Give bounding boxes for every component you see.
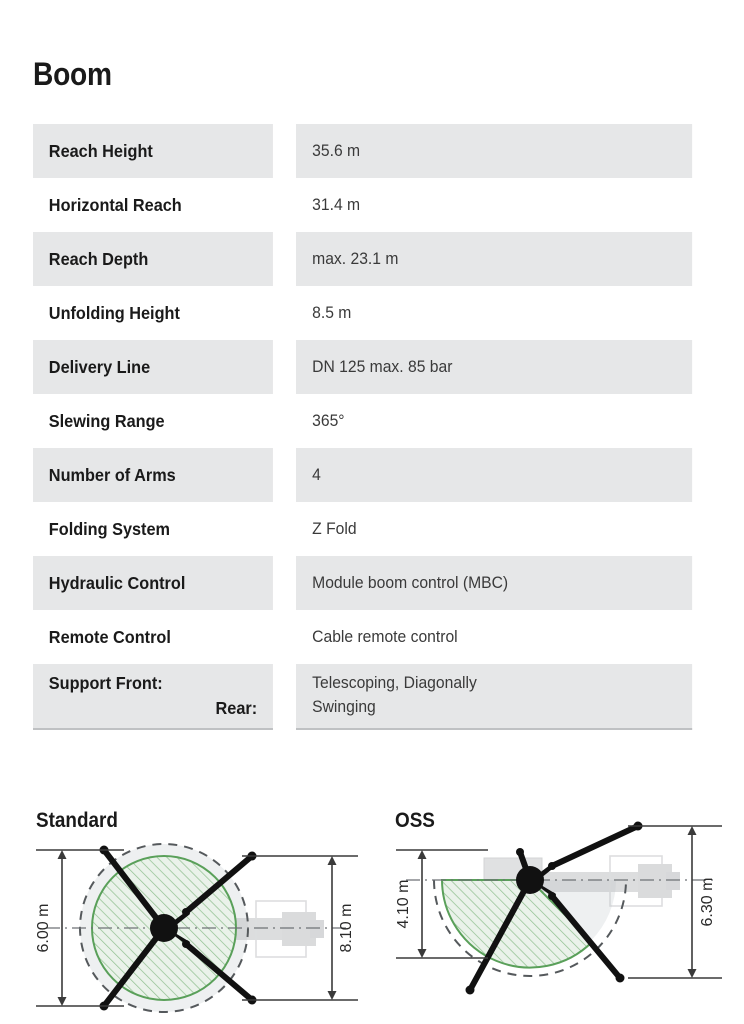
spec-label: Number of Arms xyxy=(33,448,273,502)
diagram-standard-title: Standard xyxy=(36,809,118,832)
spec-value: Cable remote control xyxy=(296,610,692,664)
spec-value: DN 125 max. 85 bar xyxy=(296,340,692,394)
diagram-oss-graphic xyxy=(380,800,740,1024)
spec-label: Unfolding Height xyxy=(33,286,273,340)
table-row xyxy=(33,232,713,286)
support-footprint-diagrams xyxy=(0,800,744,1024)
dimension-right-label: 6.30 m xyxy=(699,877,716,927)
table-row xyxy=(33,286,713,340)
page-title: Boom xyxy=(33,56,112,92)
diagram-oss-title: OSS xyxy=(395,809,435,832)
spec-label: Hydraulic Control xyxy=(33,556,273,610)
spec-label-support xyxy=(33,664,273,730)
table-row xyxy=(33,124,713,178)
spec-label: Horizontal Reach xyxy=(33,178,273,232)
spec-label: Folding System xyxy=(33,502,273,556)
spec-label: Delivery Line xyxy=(33,340,273,394)
spec-value: 4 xyxy=(296,448,692,502)
spec-value: Module boom control (MBC) xyxy=(296,556,692,610)
spec-value: 8.5 m xyxy=(296,286,692,340)
spec-label: Reach Height xyxy=(33,124,273,178)
spec-value: max. 23.1 m xyxy=(296,232,692,286)
slew-hub xyxy=(516,866,544,894)
table-row-support xyxy=(33,664,713,730)
slew-hub xyxy=(150,914,178,942)
table-row xyxy=(33,502,713,556)
table-row xyxy=(33,556,713,610)
diagram-standard-graphic xyxy=(20,800,380,1024)
spec-label: Slewing Range xyxy=(33,394,273,448)
dimension-left-label: 4.10 m xyxy=(395,879,412,929)
support-front-value: Telescoping, Diagonally xyxy=(312,674,477,693)
table-row xyxy=(33,340,713,394)
diagram-standard xyxy=(20,800,380,1024)
dimension-left-label: 6.00 m xyxy=(35,903,52,953)
dimension-right-label: 8.10 m xyxy=(338,903,355,953)
table-row xyxy=(33,610,713,664)
spec-value: Z Fold xyxy=(296,502,692,556)
table-row xyxy=(33,178,713,232)
spec-value: 365° xyxy=(296,394,692,448)
table-row xyxy=(33,394,713,448)
spec-value-support xyxy=(296,664,692,730)
spec-value: 35.6 m xyxy=(296,124,692,178)
boom-spec-table xyxy=(33,124,713,730)
diagram-oss xyxy=(380,800,740,1024)
spec-value: 31.4 m xyxy=(296,178,692,232)
support-rear-value: Swinging xyxy=(312,698,376,716)
table-row xyxy=(33,448,713,502)
spec-label: Reach Depth xyxy=(33,232,273,286)
support-rear-label: Rear: xyxy=(215,698,258,718)
spec-label: Remote Control xyxy=(33,610,273,664)
support-front-label: Support Front: xyxy=(48,672,163,693)
